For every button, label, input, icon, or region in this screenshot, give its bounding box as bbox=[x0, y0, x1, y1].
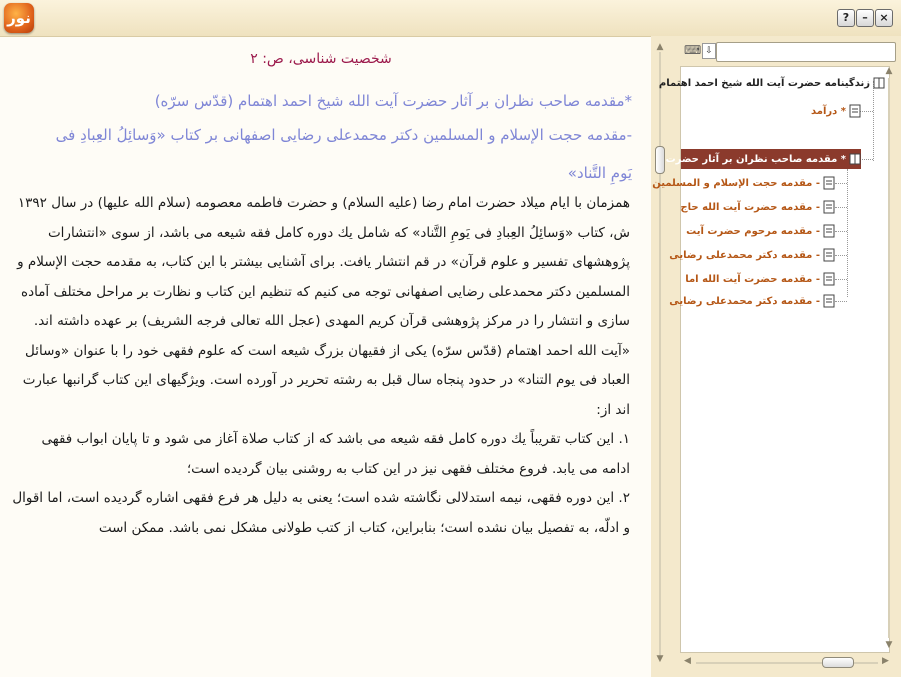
tree-item-sub[interactable] bbox=[681, 197, 835, 217]
sidebar-hscroll[interactable] bbox=[684, 656, 890, 670]
scroll-track[interactable] bbox=[888, 78, 890, 638]
tree-item-label: * مقدمه صاحب نظران بر آثار حضرت bbox=[665, 153, 846, 165]
keyboard-icon[interactable]: ⌨ bbox=[684, 43, 702, 57]
tree-connector bbox=[835, 279, 847, 280]
title-bar bbox=[0, 0, 901, 36]
paragraph: ٢. اين دوره فقهى، نيمه استدلالى نگاشته شده است؛ يعنى به دليل هر فرع فقهى اشاره گرديده است، اما اقوال و ادلّه، به تفصيل بيان نشده است؛ بنابراين، كتاب از كتب طولانى مشكل نمى باشد. ممكن است bbox=[12, 490, 630, 536]
document-content bbox=[0, 37, 642, 677]
help-button[interactable]: ? bbox=[837, 9, 855, 27]
tree-connector bbox=[835, 301, 847, 302]
search-input[interactable] bbox=[716, 42, 896, 62]
tree-item-sub[interactable] bbox=[681, 269, 835, 289]
subsection-heading: -مقدمه حجت الإسلام و المسلمين دكتر محمدعلى رضايى اصفهانى بر كتاب «وَسائِلُ العِبادِ فى bbox=[55, 126, 632, 144]
tree-item-label: - مقدمه دكتر محمدعلى رضايى bbox=[669, 295, 820, 307]
document-pane bbox=[0, 36, 651, 677]
tree-item-label: * درآمد bbox=[811, 105, 846, 117]
scroll-track[interactable] bbox=[659, 52, 661, 658]
tree-item-root[interactable] bbox=[658, 73, 885, 93]
paragraph: ١. اين كتاب تقريباً يك دوره كامل فقه شيعه مى باشد كه از كتاب صلاة آغاز مى شود و تا پايان ابواب فقهى ادامه مى يابد. فروع مختلف فقهى نيز در اين كتاب به روشنى بيان گرديده است؛ bbox=[41, 431, 630, 477]
tree-connector bbox=[847, 169, 848, 297]
toc-sidebar bbox=[652, 36, 901, 676]
tree-item-label: - مقدمه حضرت آيت الله حاج bbox=[680, 201, 820, 213]
tree-connector bbox=[835, 183, 847, 184]
sidebar-toolbar bbox=[684, 42, 890, 60]
tree-item-label: - مقدمه حضرت آيت الله اما bbox=[685, 273, 820, 285]
page-icon bbox=[849, 104, 861, 118]
tree-item-label: زندگينامه حضرت آيت الله شيخ احمد اهتمام bbox=[658, 77, 870, 89]
page-icon bbox=[823, 248, 835, 262]
page-icon bbox=[823, 294, 835, 308]
paragraph: همزمان با ايام ميلاد حضرت امام رضا (عليه السلام) و حضرت فاطمه معصومه (سلام الله عليها) در سال ١٣٩٢ ش، كتاب «وَسائِلُ العِبادِ فى يَومِ التَّناد» كه شامل يك دوره كامل فقه شيعه مى باشد، از سوى «انتشارات پژوهشهاى تفسير و علوم قرآن» در قم انتشار يافت. براى آشنايى بيشتر با اين كتاب، به مقدمه حجت الإسلام و المسلمين دكتر محمدعلى رضايى اصفهانى توجه مى كنيم كه تنظيم اين كتاب و نظارت بر مراحل مختلف آماده سازى و انتشار را در مركز پژوهشى قرآن كريم المهدى (عجل الله تعالى فرجه الشريف) بر عهده داشته اند. bbox=[17, 195, 630, 329]
toc-tree bbox=[652, 66, 890, 653]
paragraph: «آيت الله احمد اهتمام (قدّس سرّه) يكى از فقيهان بزرگ شيعه است كه علوم فقهى خود را با عنوان «وسائل العباد فى يوم التناد» در حدود پنجاه سال قبل به رشته تحرير در آورده است. ويژگيهاى اين كتاب گرانبها عبارت اند از: bbox=[22, 342, 630, 418]
tree-item-sub[interactable] bbox=[681, 221, 835, 241]
tree-item-intro[interactable] bbox=[681, 101, 861, 121]
tree-item-label: - مقدمه دكتر محمدعلى رضايى bbox=[669, 249, 820, 261]
tree-item-sub[interactable] bbox=[669, 245, 835, 265]
tree-connector bbox=[873, 81, 874, 161]
tree-connector bbox=[835, 255, 847, 256]
tree-item-label: - مقدمه مرحوم حضرت آيت bbox=[686, 225, 820, 237]
sidebar-scrollbar[interactable] bbox=[882, 42, 896, 668]
filter-arrow-icon[interactable]: ⇩ bbox=[702, 43, 716, 59]
page-icon bbox=[823, 224, 835, 238]
scroll-up-icon[interactable]: ▲ bbox=[656, 42, 664, 52]
tree-item-experts-intro[interactable] bbox=[665, 149, 861, 169]
scroll-up-icon[interactable]: ▲ bbox=[885, 66, 893, 76]
scroll-down-icon[interactable]: ▼ bbox=[656, 654, 664, 664]
scroll-down-icon[interactable]: ▼ bbox=[885, 640, 893, 650]
tree-connector bbox=[835, 207, 847, 208]
tree-item-sub[interactable] bbox=[652, 173, 835, 193]
body-text bbox=[10, 189, 630, 543]
page-icon bbox=[823, 200, 835, 214]
app-logo: نور bbox=[4, 3, 34, 33]
page-title: شخصيت شناسى، ص: ٢ bbox=[250, 51, 392, 67]
subsection-heading-cont: يَومِ التَّناد» bbox=[567, 164, 632, 182]
tree-connector bbox=[835, 231, 847, 232]
tree-item-sub[interactable] bbox=[669, 291, 835, 311]
document-scrollbar[interactable] bbox=[653, 42, 667, 668]
book-icon bbox=[849, 152, 861, 166]
close-button[interactable]: × bbox=[875, 9, 893, 27]
tree-item-label: - مقدمه حجت الإسلام و المسلمين bbox=[652, 177, 820, 189]
scroll-thumb[interactable] bbox=[655, 146, 665, 174]
scroll-right-icon[interactable]: ▶ bbox=[882, 656, 889, 666]
scroll-left-icon[interactable]: ◀ bbox=[684, 656, 691, 666]
section-heading: *مقدمه صاحب نظران بر آثار حضرت آيت الله شيخ احمد اهتمام (قدّس سرّه) bbox=[154, 92, 632, 110]
minimize-button[interactable]: – bbox=[856, 9, 874, 27]
hscroll-thumb[interactable] bbox=[822, 657, 854, 668]
page-icon bbox=[823, 176, 835, 190]
page-icon bbox=[823, 272, 835, 286]
